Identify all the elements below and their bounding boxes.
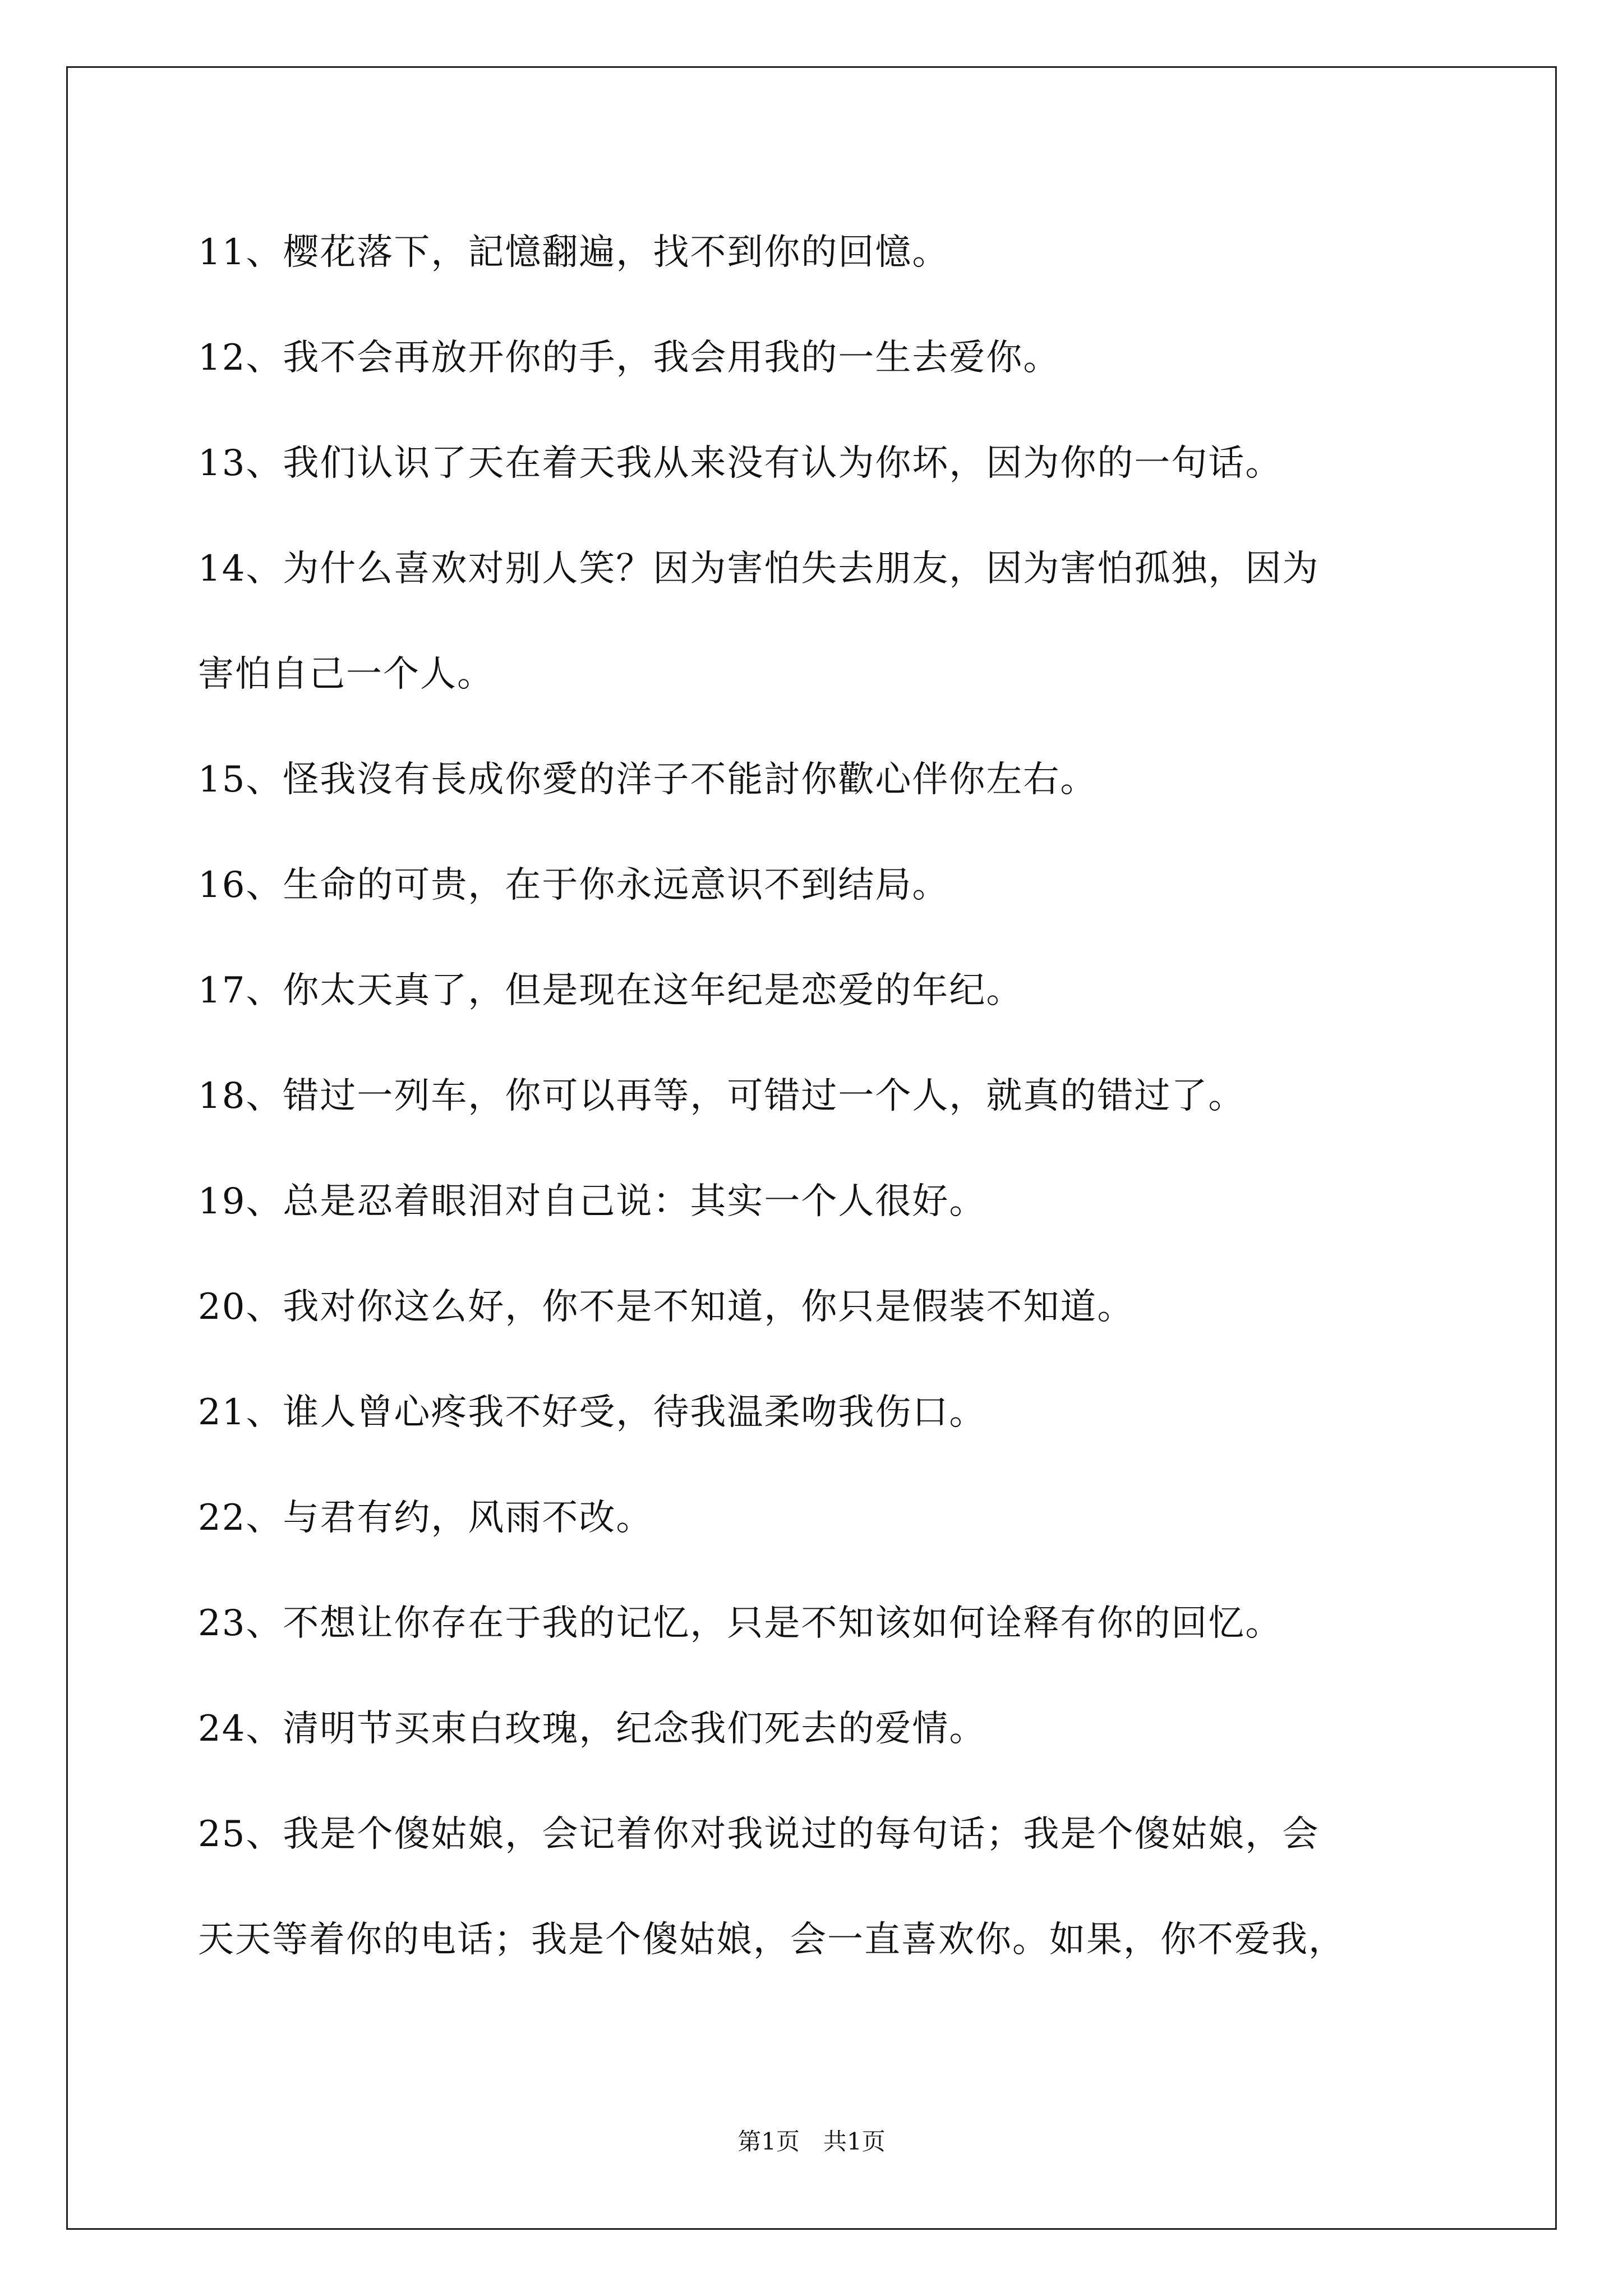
text-line: 23、不想让你存在于我的记忆，只是不知该如何诠释有你的回忆。	[198, 1603, 1283, 1644]
text-line: 21、谁人曾心疼我不好受，待我温柔吻我伤口。	[198, 1392, 986, 1433]
text-line: 15、怪我沒有長成你愛的洋子不能討你歡心伴你左右。	[198, 759, 1098, 800]
page-footer: 第1页 共1页	[737, 2128, 886, 2155]
text-line: 25、我是个傻姑娘，会记着你对我说过的每句话；我是个傻姑娘，会	[198, 1814, 1320, 1855]
text-line: 18、错过一列车，你可以再等，可错过一个人，就真的错过了。	[198, 1075, 1246, 1117]
text-line: 12、我不会再放开你的手，我会用我的一生去爱你。	[198, 337, 1061, 379]
text-line: 天天等着你的电话；我是个傻姑娘，会一直喜欢你。如果，你不爱我，	[198, 1919, 1345, 1961]
text-line: 22、与君有约，风雨不改。	[198, 1497, 653, 1539]
text-line: 19、总是忍着眼泪对自己说：其实一个人很好。	[198, 1181, 986, 1222]
text-line: 17、你太天真了，但是现在这年纪是恋爱的年纪。	[198, 970, 1023, 1011]
text-line: 14、为什么喜欢对别人笑？因为害怕失去朋友，因为害怕孤独，因为	[198, 548, 1320, 590]
text-line: 害怕自己一个人。	[198, 654, 494, 695]
text-line: 13、我们认识了天在着天我从来没有认为你坏，因为你的一句话。	[198, 443, 1283, 484]
text-line: 24、清明节买束白玫瑰，纪念我们死去的爱情。	[198, 1708, 986, 1750]
page-border	[66, 66, 1557, 2230]
text-line: 20、我对你这么好，你不是不知道，你只是假装不知道。	[198, 1286, 1135, 1328]
text-line: 16、生命的可贵，在于你永远意识不到结局。	[198, 864, 949, 906]
text-line: 11、樱花落下，記憶翻遍，找不到你的回憶。	[198, 232, 949, 273]
